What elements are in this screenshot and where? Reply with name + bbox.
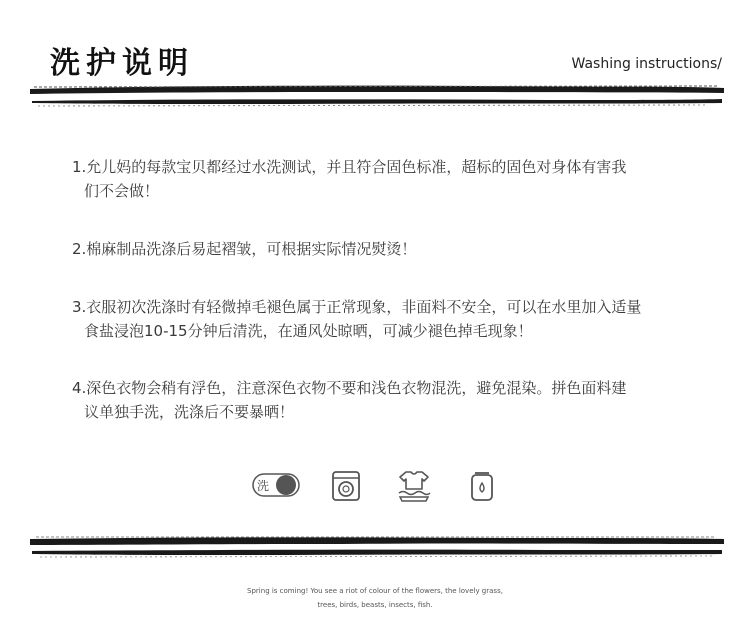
wash-toggle-icon bbox=[252, 471, 300, 499]
instruction-text: 3.衣服初次洗涤时有轻微掉毛褪色属于正常现象，非面料不安全，可以在水里加入适量 bbox=[72, 298, 642, 316]
footer-line-2: trees, birds, beasts, insects, fish. bbox=[317, 601, 433, 609]
instruction-text-cont: 们不会做！ bbox=[84, 182, 160, 200]
instruction-item-4 bbox=[72, 376, 692, 424]
instruction-text: 4.深色衣物会稍有浮色，注意深色衣物不要和浅色衣物混洗，避免混染。拼色面料建 bbox=[72, 379, 627, 397]
toggle-label: 洗 bbox=[257, 479, 270, 493]
washing-machine-icon bbox=[331, 470, 361, 502]
instruction-item-3 bbox=[72, 295, 692, 343]
hand-wash-icon bbox=[397, 469, 431, 503]
instruction-text: 2.棉麻制品洗涤后易起褶皱，可根据实际情况熨烫！ bbox=[72, 240, 417, 258]
page-title: 洗护说明 bbox=[50, 46, 194, 81]
footer-line-1: Spring is coming! You see a riot of colour of the flowers, the lovely grass, bbox=[247, 587, 503, 595]
instruction-text-cont: 议单独手洗，洗涤后不要暴晒！ bbox=[84, 403, 295, 421]
instruction-text: 1.允儿妈的每款宝贝都经过水洗测试，并且符合固色标准，超标的固色对身体有害我 bbox=[72, 158, 627, 176]
detergent-icon bbox=[470, 470, 494, 502]
page-subtitle: Washing instructions/ bbox=[571, 56, 722, 72]
instruction-item-2 bbox=[72, 237, 692, 261]
instruction-item-1 bbox=[72, 155, 692, 203]
instruction-text-cont: 食盐浸泡10-15分钟后清洗，在通风处晾晒，可减少褪色掉毛现象！ bbox=[84, 322, 533, 340]
brush-divider-top bbox=[28, 80, 726, 110]
brush-divider-bottom bbox=[28, 533, 726, 563]
care-icons bbox=[0, 466, 750, 506]
